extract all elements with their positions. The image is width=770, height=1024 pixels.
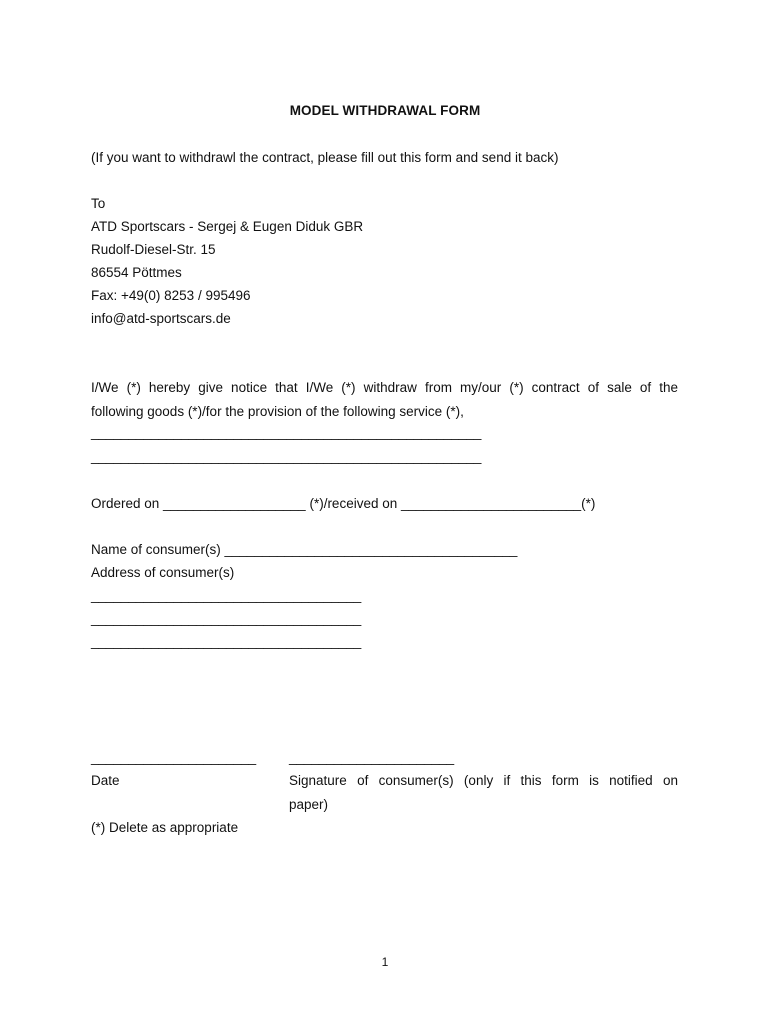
notice-line-2: following goods (*)/for the provision of the following service (*), xyxy=(91,404,464,419)
footnote: (*) Delete as appropriate xyxy=(91,820,239,835)
recipient-to: To xyxy=(91,196,106,211)
notice-line-1: I/We (*) hereby give notice that I/We (*) withdraw from my/our (*) contract of sale of the xyxy=(91,380,678,395)
date-blank-line: ______________________ xyxy=(91,750,257,765)
consumer-address-label: Address of consumer(s) xyxy=(91,565,235,580)
intro-text: (If you want to withdrawl the contract, please fill out this form and send it back) xyxy=(91,150,559,165)
goods-blank-line-1: ____________________________________________________ xyxy=(91,425,482,440)
page-number: 1 xyxy=(381,955,389,969)
form-title: MODEL WITHDRAWAL FORM xyxy=(289,103,481,118)
ordered-received-line: Ordered on ___________________ (*)/received on ________________________(*) xyxy=(91,496,596,511)
signature-label-line-2: paper) xyxy=(289,797,329,812)
signature-label-line-1: Signature of consumer(s) (only if this form is notified on xyxy=(289,773,678,788)
address-blank-line-1: ____________________________________ xyxy=(91,588,362,603)
recipient-company: ATD Sportscars - Sergej & Eugen Diduk GBR xyxy=(91,219,364,234)
consumer-name-line: Name of consumer(s) _______________________________________ xyxy=(91,542,518,557)
address-blank-line-2: ____________________________________ xyxy=(91,611,362,626)
address-blank-line-3: ____________________________________ xyxy=(91,634,362,649)
recipient-city: 86554 Pöttmes xyxy=(91,265,182,280)
date-label: Date xyxy=(91,773,120,788)
signature-blank-line: ______________________ xyxy=(289,750,455,765)
recipient-street: Rudolf-Diesel-Str. 15 xyxy=(91,242,216,257)
goods-blank-line-2: ____________________________________________________ xyxy=(91,449,482,464)
recipient-fax: Fax: +49(0) 8253 / 995496 xyxy=(91,288,251,303)
recipient-email: info@atd-sportscars.de xyxy=(91,311,231,326)
